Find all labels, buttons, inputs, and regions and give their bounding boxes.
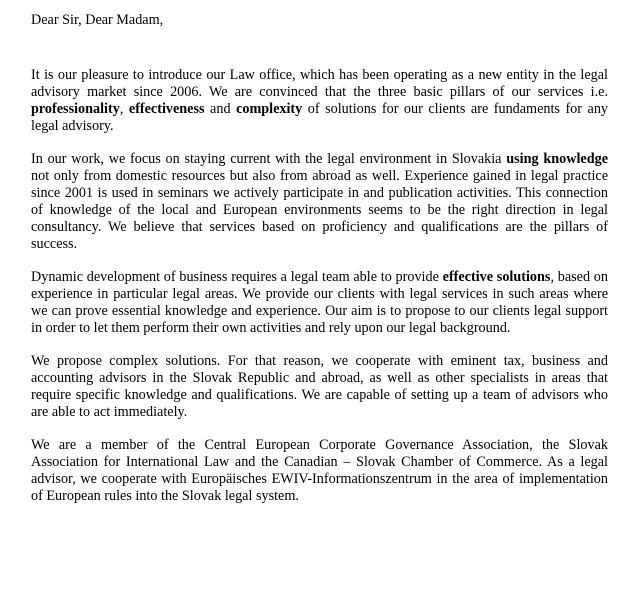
paragraph-text: ,	[119, 101, 129, 117]
paragraph-memberships: We are a member of the Central European Corporate Governance Association, the Slovak Association for International Law and the Canadian – Slovak Chamber of Commerce. As a legal advisor, we cooperate with Europäisches EWIV-Informationszentrum in the area of implementation of European rules into the Slovak legal system.	[31, 437, 608, 504]
paragraph-knowledge	[31, 151, 608, 253]
paragraph-text: not only from domestic resources but also from abroad as well. Experience gained in legal practice since 2001 is used in seminars we actively participate in and publication activities. This connection of knowledge of the local and European environments seems to be the right direction in legal consultancy. We believe that services based on proficiency and qualifications are the pillars of success.	[31, 168, 608, 252]
paragraph-text: and	[204, 101, 237, 117]
paragraph-text: It is our pleasure to introduce our Law office, which has been operating as a new entity in the legal advisory market since 2006. We are convinced that the three basic pillars of our services i.e.	[31, 67, 608, 100]
bold-effectiveness: effectiveness	[128, 101, 205, 117]
bold-effective-solutions: effective solutions	[442, 269, 551, 285]
paragraph-text: of solutions for our clients are fundaments for any legal advisory.	[31, 101, 609, 134]
paragraph-introduction	[31, 67, 608, 135]
paragraph-text: , based on experience in particular legal areas. We provide our clients with legal services in such areas where we can prove essential knowledge and experience. Our aim is to propose to our clients legal support in order to let them perform their own activities and rely upon our legal background.	[31, 269, 608, 336]
bold-professionality: professionality	[31, 101, 120, 117]
paragraph-complex-solutions: We propose complex solutions. For that reason, we cooperate with eminent tax, business and accounting advisors in the Slovak Republic and abroad, as well as other specialists in areas that require specific knowledge and qualifications. We are capable of setting up a team of advisors who are able to act immediately.	[31, 353, 608, 420]
paragraph-text: In our work, we focus on staying current with the legal environment in Slovakia	[31, 151, 507, 167]
paragraph-text: Dynamic development of business requires a legal team able to provide	[31, 269, 443, 285]
paragraph-solutions	[31, 269, 608, 337]
salutation: Dear Sir, Dear Madam,	[31, 12, 164, 28]
letter-body	[31, 12, 608, 521]
bold-complexity: complexity	[236, 101, 303, 117]
bold-using-knowledge: using knowledge	[506, 151, 608, 167]
